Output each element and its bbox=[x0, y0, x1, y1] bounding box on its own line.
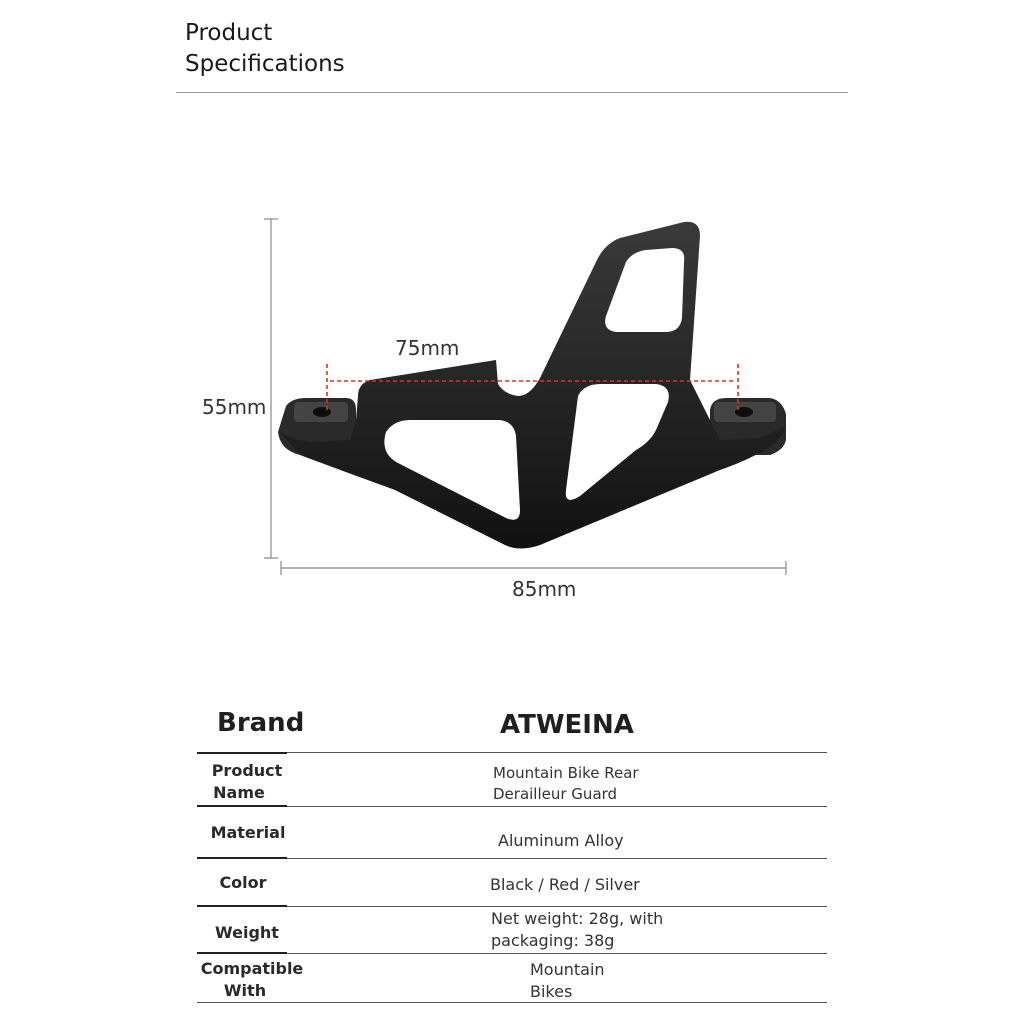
width-dimension-line bbox=[281, 561, 786, 575]
table-row-divider bbox=[197, 806, 827, 807]
table-row-divider bbox=[197, 858, 827, 859]
outer-width-dimension-label: 85mm bbox=[512, 577, 577, 601]
table-row-divider bbox=[197, 906, 827, 907]
header-title-line-2: Specifications bbox=[185, 51, 345, 77]
spec-label-weight: Weight bbox=[215, 923, 279, 942]
spec-row-weight bbox=[197, 910, 827, 956]
spec-label-material: Material bbox=[210, 823, 286, 842]
spec-row-brand bbox=[197, 706, 827, 754]
inner-width-dimension-label: 75mm bbox=[395, 336, 460, 360]
spec-value-color: Black / Red / Silver bbox=[490, 875, 640, 894]
spec-value-brand: ATWEINA bbox=[500, 710, 634, 740]
spec-value-compatible-line-1: Mountain bbox=[530, 960, 605, 979]
guard-body bbox=[278, 222, 786, 549]
spec-row-compatible bbox=[197, 956, 827, 1002]
spec-label-brand: Brand bbox=[217, 708, 305, 738]
table-row-divider bbox=[197, 953, 827, 954]
header-title-line-1: Product bbox=[185, 20, 273, 46]
spec-value-weight-line-2: packaging: 38g bbox=[491, 931, 615, 950]
table-label-divider bbox=[197, 952, 287, 954]
spec-row-product-name bbox=[197, 756, 827, 806]
spec-value-material: Aluminum Alloy bbox=[498, 831, 624, 850]
spec-value-weight-line-1: Net weight: 28g, with bbox=[491, 909, 664, 928]
spec-label-compatible-line-1: Compatible bbox=[200, 959, 304, 978]
height-dimension-label: 55mm bbox=[202, 395, 267, 419]
height-dimension-line bbox=[264, 219, 278, 558]
spec-label-product-line-2: Name bbox=[213, 783, 265, 802]
table-row-divider bbox=[197, 752, 827, 753]
spec-value-product-line-2: Derailleur Guard bbox=[493, 785, 618, 803]
spec-label-compatible-line-2: With bbox=[223, 981, 267, 1000]
table-row-divider bbox=[197, 1002, 827, 1003]
spec-value-compatible-line-2: Bikes bbox=[530, 982, 573, 1001]
spec-label-color: Color bbox=[219, 873, 267, 892]
table-label-divider bbox=[197, 857, 287, 859]
spec-row-material bbox=[197, 810, 827, 858]
table-label-divider bbox=[197, 905, 287, 907]
table-label-divider bbox=[197, 805, 287, 807]
table-label-divider bbox=[197, 752, 287, 754]
spec-row-color bbox=[197, 862, 827, 908]
spec-value-product-line-1: Mountain Bike Rear bbox=[493, 764, 639, 782]
spec-label-product-line-1: Product bbox=[211, 761, 283, 780]
